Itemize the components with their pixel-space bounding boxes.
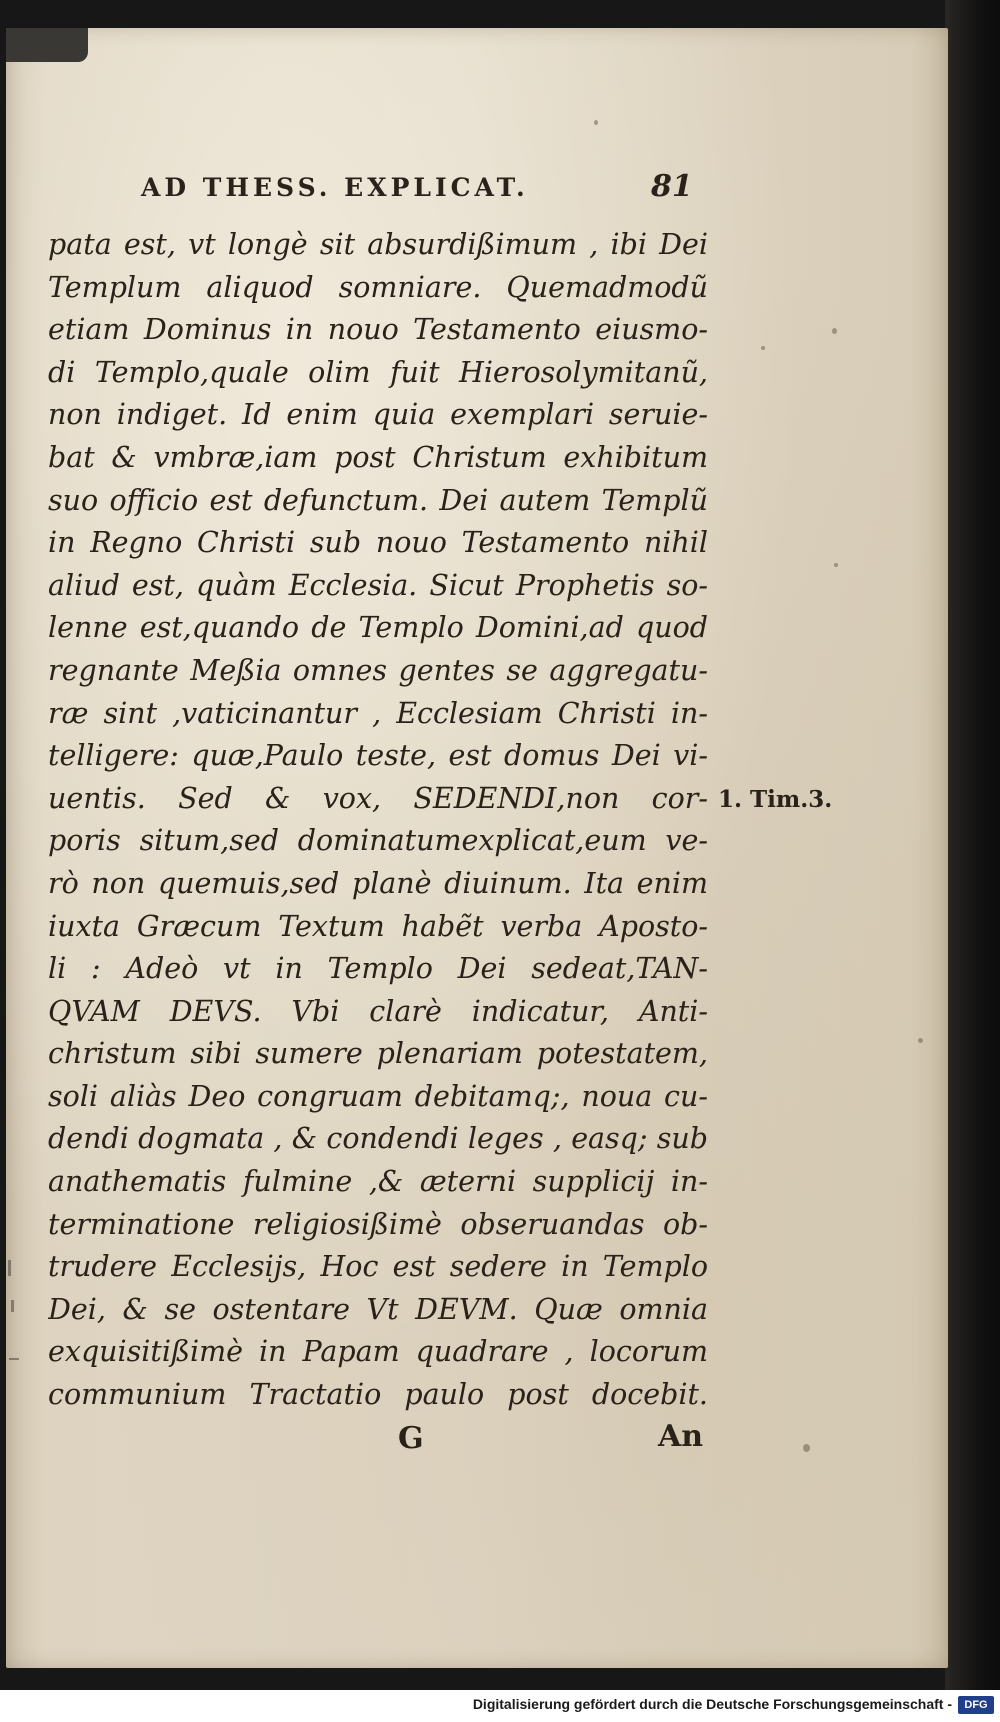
text-line: bat & vmbræ,iam post Christum exhibitum [48,440,708,474]
running-head: AD THESS. EXPLICAT. [141,173,529,202]
text-line: terminatione religiosißimè obseruandas ob- [48,1207,708,1241]
digitization-footer [0,1690,1000,1722]
text-line: in Regno Christi sub nouo Testamento nihil [48,526,708,560]
text-line: poris situm,sed dominatumexplicat,eum ve- [48,824,708,858]
text-line: dendi dogmata , & condendi leges , easq; sub [48,1122,708,1156]
book-edge-shadow [945,0,1000,1690]
foxing-spot [594,120,598,125]
text-line: suo officio est defunctum. Dei autem Templũ [48,483,708,517]
text-line: trudere Ecclesijs, Hoc est sedere in Templo [48,1250,708,1284]
text-line: uentis. Sed & vox, SEDENDI,non cor- [48,781,708,815]
text-line: christum sibi sumere plenariam potestatem, [48,1037,708,1071]
text-line: telligere: quæ,Paulo teste, est domus Dei vi- [48,739,708,773]
funding-credit: Digitalisierung gefördert durch die Deutsche Forschungsgemeinschaft - [472,1696,952,1712]
scanner-corner-tab [6,28,88,62]
text-line: rò non quemuis,sed planè diuinum. Ita enim [48,866,708,900]
page-number: 81 [651,169,693,204]
text-line: li : Adeò vt in Templo Dei sedeat,TAN- [48,952,708,986]
page-header [141,169,701,213]
marginal-note: 1. Tim.3. [718,786,833,813]
gutter-mark [8,1260,11,1276]
text-line: exquisitißimè in Papam quadrare , locorum [48,1335,708,1369]
text-line: iuxta Græcum Textum habẽt verba Aposto- [48,909,708,943]
text-line: communium Tractatio paulo post docebit. [48,1378,708,1412]
text-line: di Templo,quale olim fuit Hierosolymitanũ, [48,355,708,389]
text-line: etiam Dominus in nouo Testamento eiusmo- [48,313,708,347]
text-line: aliud est, quàm Ecclesia. Sicut Prophetis so- [48,568,708,602]
foxing-spot [803,1444,810,1452]
text-line: anathematis fulmine ,& æterni supplicij in- [48,1165,708,1199]
text-line: Dei, & se ostentare Vt DEVM. Quæ omnia [48,1292,708,1326]
gutter-mark [11,1300,14,1312]
catchword: An [658,1419,704,1454]
foxing-spot [834,563,838,567]
signature-mark: G [398,1421,424,1456]
foxing-spot [918,1038,923,1043]
text-line: ræ sint ,vaticinantur , Ecclesiam Christi in- [48,696,708,730]
dfg-logo-icon: DFG [958,1696,994,1714]
text-line: lenne est,quando de Templo Domini,ad quod [48,611,708,645]
text-line: Templum aliquod somniare. Quemadmodũ [48,270,708,304]
gutter-mark [9,1358,19,1360]
text-line: soli aliàs Deo congruam debitamq;, noua cu- [48,1079,708,1113]
body-text [48,224,708,1417]
foxing-spot [832,328,837,334]
text-line: regnante Meßia omnes gentes se aggregatu- [48,653,708,687]
foxing-spot [761,346,765,350]
text-line: pata est, vt longè sit absurdißimum , ibi Dei [48,228,708,261]
text-line: QVAM DEVS. Vbi clarè indicatur, Anti- [48,994,708,1028]
book-page [6,28,948,1668]
text-line: non indiget. Id enim quia exemplari seruie- [48,398,708,432]
